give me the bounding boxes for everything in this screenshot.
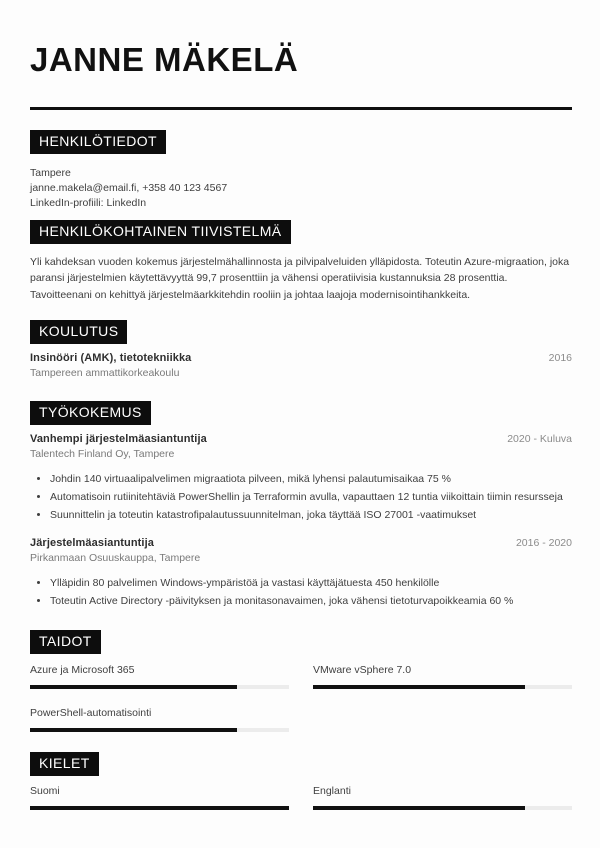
summary-text: Yli kahdeksan vuoden kokemus järjestelmähallinnosta ja pilvipalveluiden ylläpidosta. Toteutin Azure-migraation, joka paransi järjestelmien käytettävyyttä 99,7 prosenttiin ja vähensi operatiivisia kustannuksia 28 prosenttia. Tavoitteenani on kehittyä järjestelmäarkkitehdin rooliin ja johtaa laajoja modernisointihankkeita. <box>30 255 570 301</box>
skill-item <box>30 664 289 689</box>
skill-label: Azure ja Microsoft 365 <box>30 663 135 676</box>
skills-grid <box>30 664 572 732</box>
job-bullet: • Automatisoin rutiinitehtäviä PowerShellin ja Terraformin avulla, vapauttaen 12 tuntia viikoittain tiimin resursseja <box>50 490 572 506</box>
education-year: 2016 <box>548 352 572 365</box>
section-header-personal-info: HENKILÖTIEDOT <box>30 130 166 154</box>
language-bar-track <box>30 806 289 810</box>
page-title: JANNE MÄKELÄ <box>30 41 299 78</box>
skill-bar-fill <box>313 685 525 689</box>
job-company: Pirkanmaan Osuuskauppa, Tampere <box>30 552 201 565</box>
job-bullet-list <box>30 472 572 523</box>
language-bar-track <box>313 806 572 810</box>
job-bullet: • Toteutin Active Directory -päivityksen ja monitasonavaimen, joka vähensi tietoturvapoikkeamia 60 % <box>50 594 572 610</box>
language-bar-fill <box>313 806 525 810</box>
skill-label: PowerShell-automatisointi <box>30 706 152 719</box>
job-bullet: • Ylläpidin 80 palvelimen Windows-ympäristöä ja vastasi käyttäjätuesta 450 henkilölle <box>50 576 572 592</box>
contact-email-phone: janne.makela@email.fi, +358 40 123 4567 <box>30 182 228 195</box>
section-header-summary: HENKILÖKOHTAINEN TIIVISTELMÄ <box>30 220 291 244</box>
section-education <box>30 320 572 379</box>
skill-bar-fill <box>30 685 237 689</box>
contact-location: Tampere <box>30 167 71 180</box>
section-header-skills: TAIDOT <box>30 630 101 654</box>
section-personal-info <box>30 130 572 211</box>
skill-item <box>313 664 572 689</box>
section-header-education: KOULUTUS <box>30 320 127 344</box>
job-bullet: • Suunnittelin ja toteutin katastrofipalautussuunnitelman, joka täyttää ISO 27001 -vaatimukset <box>50 508 572 524</box>
education-degree: Insinööri (AMK), tietotekniikka <box>30 352 192 365</box>
language-bar-fill <box>30 806 289 810</box>
skill-bar-track <box>30 685 289 689</box>
skill-bar-track <box>30 728 289 732</box>
job-bullet: • Johdin 140 virtuaalipalvelimen migraatiota pilveen, mikä lyhensi palautumisaikaa 75 % <box>50 472 572 488</box>
section-languages <box>30 752 572 810</box>
skill-bar-fill <box>30 728 237 732</box>
language-label: Englanti <box>313 784 351 797</box>
education-entry <box>30 352 572 379</box>
language-label: Suomi <box>30 784 60 797</box>
header-divider <box>30 107 572 110</box>
section-skills <box>30 630 572 732</box>
skill-label: VMware vSphere 7.0 <box>313 663 412 676</box>
contact-block <box>30 166 572 211</box>
education-school: Tampereen ammattikorkeakoulu <box>30 367 180 380</box>
section-experience <box>30 401 572 610</box>
job-role: Vanhempi järjestelmäasiantuntija <box>30 432 207 445</box>
language-item <box>30 785 289 810</box>
section-header-experience: TYÖKOKEMUS <box>30 401 151 425</box>
job-company: Talentech Finland Oy, Tampere <box>30 447 175 460</box>
skill-bar-track <box>313 685 572 689</box>
section-summary <box>30 220 572 303</box>
language-item <box>313 785 572 810</box>
job-bullet-list <box>30 576 572 610</box>
section-header-languages: KIELET <box>30 752 99 776</box>
job-entry <box>30 537 572 610</box>
job-role: Järjestelmäasiantuntija <box>30 537 154 550</box>
job-period: 2020 - Kuluva <box>507 432 572 445</box>
skill-item <box>30 707 289 732</box>
job-period: 2016 - 2020 <box>515 537 572 550</box>
contact-linkedin: LinkedIn-profiili: LinkedIn <box>30 197 147 210</box>
languages-grid <box>30 785 572 810</box>
job-entry <box>30 433 572 523</box>
